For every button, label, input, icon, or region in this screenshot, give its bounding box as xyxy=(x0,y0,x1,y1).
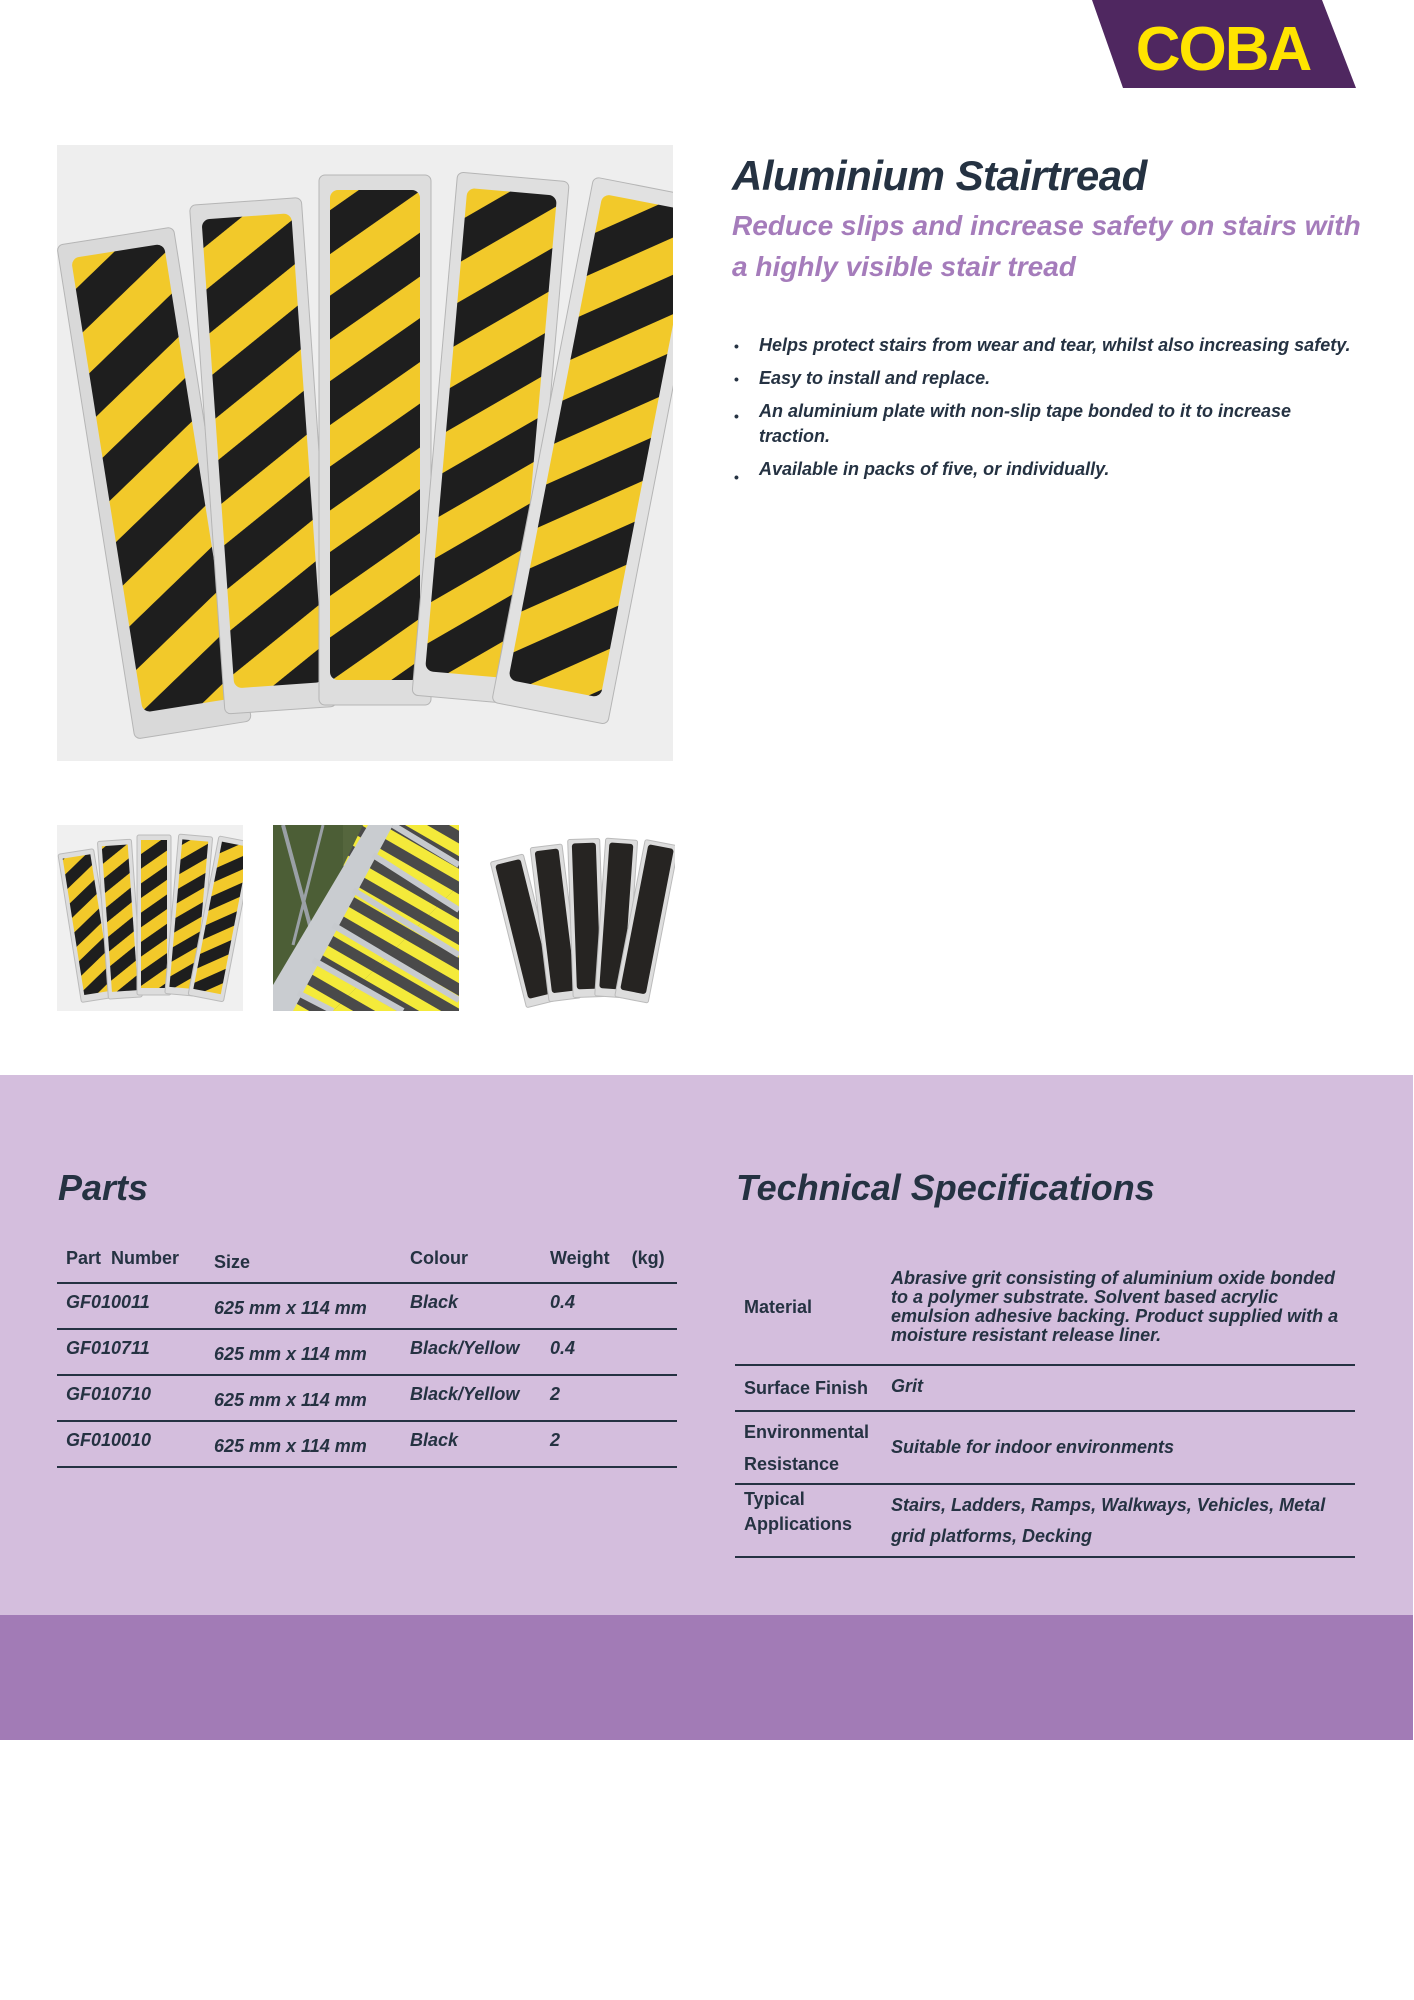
col-header-part-number: Part Number xyxy=(57,1240,205,1283)
part-weight: 0.4 xyxy=(541,1283,677,1329)
part-size: 625 mm x 114 mm xyxy=(205,1329,401,1375)
specs-table xyxy=(735,1250,1355,1558)
thumbnail-black-yellow-treads[interactable] xyxy=(57,825,243,1011)
coba-logo xyxy=(1082,0,1366,88)
col-header-size: Size xyxy=(205,1240,401,1283)
spec-row-material xyxy=(735,1250,1355,1365)
bullet-icon: • xyxy=(734,469,739,485)
thumbnail-installed-stairs[interactable] xyxy=(273,825,459,1011)
spec-label: Typical Applications xyxy=(735,1484,885,1557)
spec-label: Environmental Resistance xyxy=(735,1411,885,1484)
table-row xyxy=(57,1375,677,1421)
part-weight: 2 xyxy=(541,1421,677,1467)
specs-heading: Technical Specifications xyxy=(736,1167,1155,1208)
part-size: 625 mm x 114 mm xyxy=(205,1283,401,1329)
parts-heading: Parts xyxy=(58,1167,149,1208)
part-colour: Black xyxy=(401,1283,541,1329)
part-number: GF010010 xyxy=(57,1421,205,1467)
feature-item: • An aluminium plate with non-slip tape bonded to it to increase traction. xyxy=(734,401,1292,446)
feature-list xyxy=(732,333,1412,490)
svg-text:COBA: COBA xyxy=(1135,15,1311,84)
part-colour: Black/Yellow xyxy=(401,1375,541,1421)
bullet-icon: • xyxy=(734,338,739,354)
feature-item: • Easy to install and replace. xyxy=(732,366,1412,391)
table-row xyxy=(57,1329,677,1375)
table-row xyxy=(57,1283,677,1329)
part-number: GF010710 xyxy=(57,1375,205,1421)
spec-value: Grit xyxy=(885,1365,1355,1411)
bullet-icon: • xyxy=(734,408,739,424)
part-size: 625 mm x 114 mm xyxy=(205,1421,401,1467)
spec-row-environmental-resistance xyxy=(735,1411,1355,1484)
part-number: GF010011 xyxy=(57,1283,205,1329)
part-size: 625 mm x 114 mm xyxy=(205,1375,401,1421)
spec-value: Stairs, Ladders, Ramps, Walkways, Vehicles, Metal grid platforms, Decking xyxy=(885,1484,1355,1557)
part-weight: 2 xyxy=(541,1375,677,1421)
part-number: GF010711 xyxy=(57,1329,205,1375)
spec-row-typical-applications xyxy=(735,1484,1355,1557)
spec-row-surface-finish xyxy=(735,1365,1355,1411)
feature-item: • Available in packs of five, or individually. xyxy=(732,457,1412,482)
table-header-row xyxy=(57,1240,677,1283)
col-header-weight: Weight (kg) xyxy=(541,1240,677,1283)
spec-value: Suitable for indoor environments xyxy=(885,1411,1355,1484)
part-weight: 0.4 xyxy=(541,1329,677,1375)
col-header-colour: Colour xyxy=(401,1240,541,1283)
product-title: Aluminium Stairtread xyxy=(732,152,1147,199)
part-colour: Black/Yellow xyxy=(401,1329,541,1375)
thumbnail-black-treads[interactable] xyxy=(489,825,675,1011)
spec-label: Material xyxy=(735,1250,885,1365)
main-product-photo xyxy=(57,145,673,761)
footer-band xyxy=(0,1615,1413,1740)
spec-value: Abrasive grit consisting of aluminium oxide bonded to a polymer substrate. Solvent based acrylic emulsion adhesive backing. Product supplied with a moisture resistant release liner. xyxy=(885,1250,1355,1365)
parts-table xyxy=(57,1240,677,1468)
table-row xyxy=(57,1421,677,1467)
part-colour: Black xyxy=(401,1421,541,1467)
feature-item: • Helps protect stairs from wear and tear, whilst also increasing safety. xyxy=(732,333,1412,358)
spec-label: Surface Finish xyxy=(735,1365,885,1411)
bullet-icon: • xyxy=(734,371,739,387)
product-subtitle: Reduce slips and increase safety on stairs with a highly visible stair tread xyxy=(732,210,1361,282)
